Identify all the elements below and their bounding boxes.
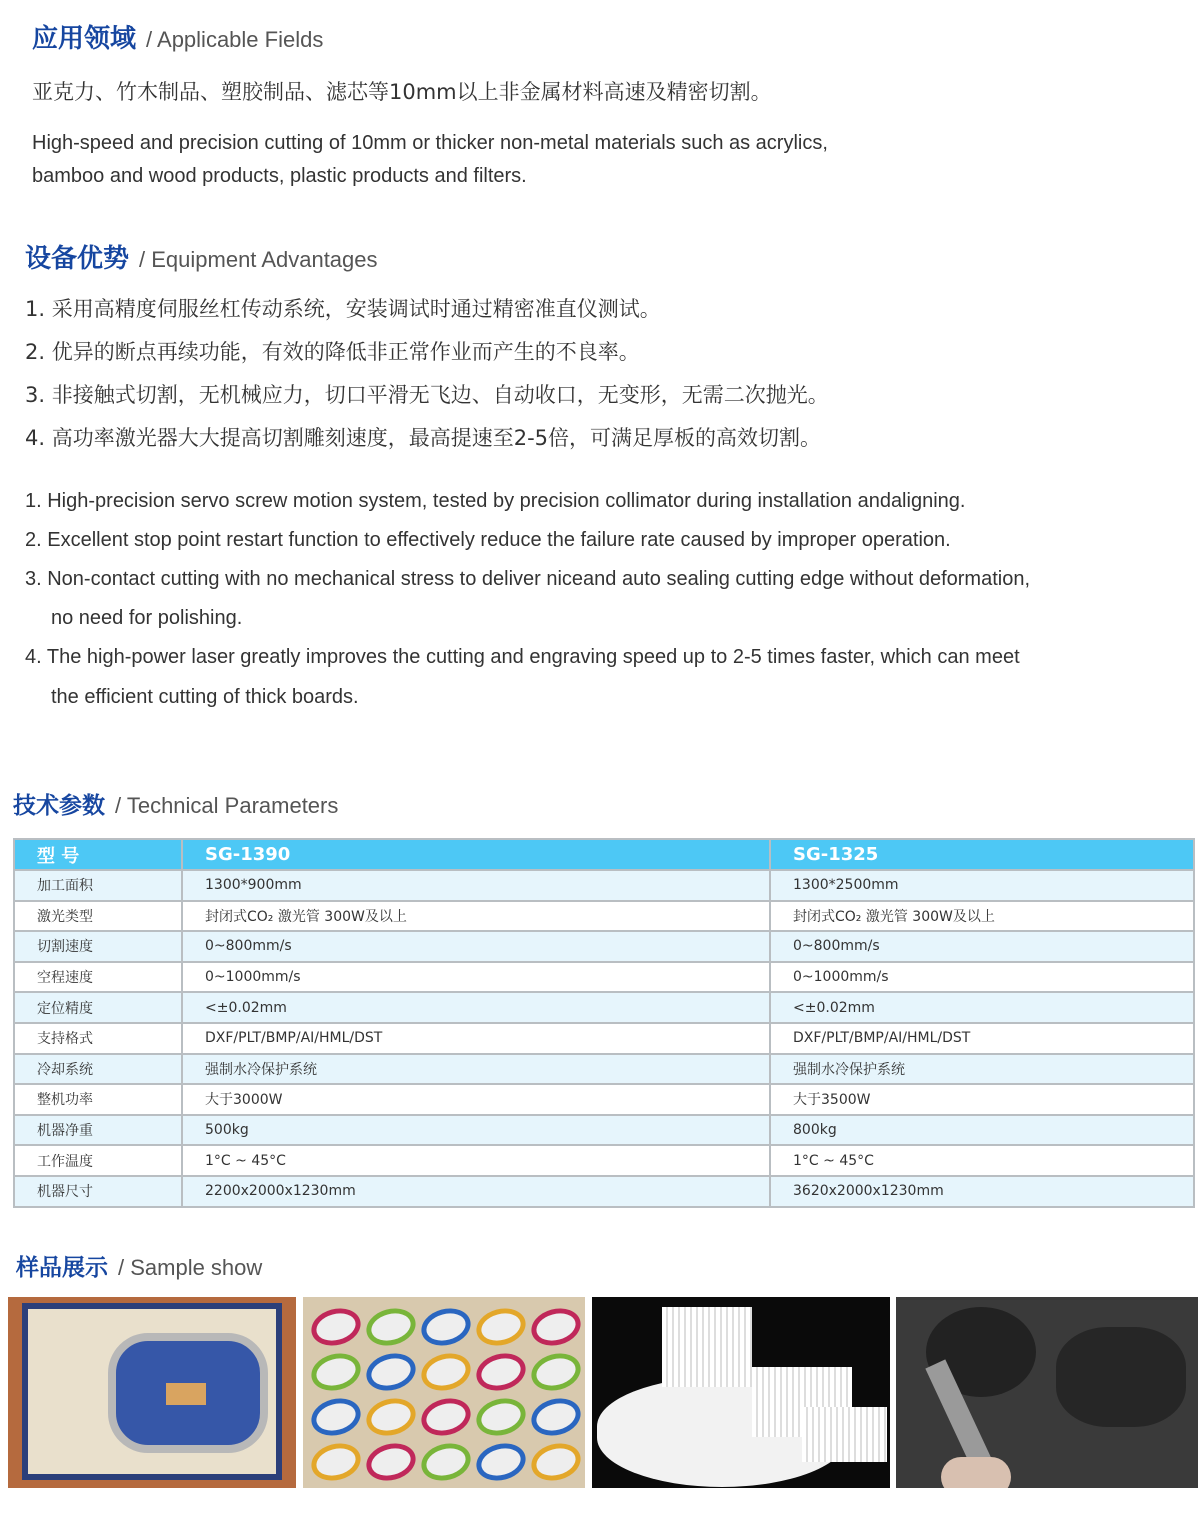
ring-shape [307, 1303, 365, 1351]
param-value: 大于3000W [182, 1084, 770, 1115]
ring-shape [417, 1303, 475, 1351]
ring-shape [362, 1438, 420, 1486]
param-value: 强制水冷保护系统 [182, 1054, 770, 1085]
params-table [13, 838, 1195, 1208]
advantages-heading: 设备优势 / Equipment Advantages [25, 244, 378, 274]
param-value: DXF/PLT/BMP/AI/HML/DST [182, 1023, 770, 1054]
ring-shape [362, 1348, 420, 1396]
param-value: 0~800mm/s [182, 931, 770, 962]
param-value: DXF/PLT/BMP/AI/HML/DST [770, 1023, 1194, 1054]
ring-shape [417, 1348, 475, 1396]
param-value: 500kg [182, 1115, 770, 1146]
ring-shape [417, 1438, 475, 1486]
param-label: 空程速度 [14, 962, 182, 993]
ring-shape [362, 1303, 420, 1351]
table-header-row: 型 号 SG-1390 SG-1325 [14, 839, 1194, 870]
advantage-en-4: 4. The high-power laser greatly improves the cutting and engraving speed up to 2-5 times faster, which can meet [25, 646, 1020, 668]
table-row [14, 1084, 1194, 1115]
param-label: 机器尺寸 [14, 1176, 182, 1207]
table-row [14, 1145, 1194, 1176]
ring-shape [472, 1438, 530, 1486]
advantage-cn-4: 4. 高功率激光器大大提高切割雕刻速度，最高提速至2-5倍，可满足厚板的高效切割。 [25, 426, 822, 450]
ring-shape [362, 1393, 420, 1441]
ring-shape [527, 1438, 585, 1486]
params-heading: 技术参数 / Technical Parameters [13, 793, 339, 819]
table-row [14, 870, 1194, 901]
table-row [14, 1023, 1194, 1054]
ring-shape [527, 1303, 585, 1351]
samples-heading: 样品展示 / Sample show [16, 1255, 263, 1281]
advantage-en-4-cont: the efficient cutting of thick boards. [51, 686, 359, 708]
param-value: 0~1000mm/s [770, 962, 1194, 993]
ring-shape [527, 1348, 585, 1396]
advantage-cn-3: 3. 非接触式切割，无机械应力，切口平滑无飞边、自动收口，无变形，无需二次抛光。 [25, 383, 829, 407]
applicable-heading: 应用领域 / Applicable Fields [32, 24, 324, 54]
param-value: 0~1000mm/s [182, 962, 770, 993]
param-value: 强制水冷保护系统 [770, 1054, 1194, 1085]
ring-shape [527, 1393, 585, 1441]
ring-shape [472, 1393, 530, 1441]
table-row [14, 1054, 1194, 1085]
applicable-text-en-2: bamboo and wood products, plastic products and filters. [32, 165, 527, 187]
advantage-cn-2: 2. 优异的断点再续功能，有效的降低非正常作业而产生的不良率。 [25, 340, 640, 364]
param-label: 切割速度 [14, 931, 182, 962]
ring-shape [307, 1393, 365, 1441]
param-label: 激光类型 [14, 901, 182, 932]
sample-image-gray-foam [896, 1297, 1198, 1488]
applicable-text-en-1: High-speed and precision cutting of 10mm or thicker non-metal materials such as acrylics, [32, 132, 828, 154]
param-value: 1300*2500mm [770, 870, 1194, 901]
applicable-text-cn: 亚克力、竹木制品、塑胶制品、滤芯等10mm以上非金属材料高速及精密切割。 [32, 80, 772, 104]
table-row [14, 962, 1194, 993]
sample-image-arena-frame [8, 1297, 296, 1488]
advantage-en-1: 1. High-precision servo screw motion system, tested by precision collimator during installation andaligning. [25, 490, 966, 512]
param-value: 1°C ~ 45°C [770, 1145, 1194, 1176]
table-row [14, 1176, 1194, 1207]
param-value: 3620x2000x1230mm [770, 1176, 1194, 1207]
param-label: 整机功率 [14, 1084, 182, 1115]
param-value: 2200x2000x1230mm [182, 1176, 770, 1207]
ring-shape [417, 1393, 475, 1441]
advantage-cn-1: 1. 采用高精度伺服丝杠传动系统，安装调试时通过精密准直仪测试。 [25, 297, 661, 321]
param-value: 1300*900mm [182, 870, 770, 901]
table-row [14, 901, 1194, 932]
param-value: <±0.02mm [770, 992, 1194, 1023]
advantage-en-2: 2. Excellent stop point restart function to effectively reduce the failure rate caused by improper operation. [25, 529, 951, 551]
param-label: 定位精度 [14, 992, 182, 1023]
param-label: 工作温度 [14, 1145, 182, 1176]
ring-shape [472, 1303, 530, 1351]
ring-shape [307, 1438, 365, 1486]
param-value: 大于3500W [770, 1084, 1194, 1115]
param-value: 800kg [770, 1115, 1194, 1146]
param-label: 机器净重 [14, 1115, 182, 1146]
sample-image-white-filter [592, 1297, 890, 1488]
param-value: 封闭式CO₂ 激光管 300W及以上 [770, 901, 1194, 932]
param-value: <±0.02mm [182, 992, 770, 1023]
table-row [14, 992, 1194, 1023]
param-label: 冷却系统 [14, 1054, 182, 1085]
advantage-en-3: 3. Non-contact cutting with no mechanical stress to deliver niceand auto sealing cutting edge without deformation, [25, 568, 1031, 590]
advantage-en-3-cont: no need for polishing. [51, 607, 243, 629]
table-row [14, 931, 1194, 962]
param-label: 支持格式 [14, 1023, 182, 1054]
param-value: 1°C ~ 45°C [182, 1145, 770, 1176]
param-value: 封闭式CO₂ 激光管 300W及以上 [182, 901, 770, 932]
table-row [14, 1115, 1194, 1146]
param-label: 加工面积 [14, 870, 182, 901]
param-value: 0~800mm/s [770, 931, 1194, 962]
ring-shape [472, 1348, 530, 1396]
sample-image-colored-rings [303, 1297, 585, 1488]
ring-shape [307, 1348, 365, 1396]
